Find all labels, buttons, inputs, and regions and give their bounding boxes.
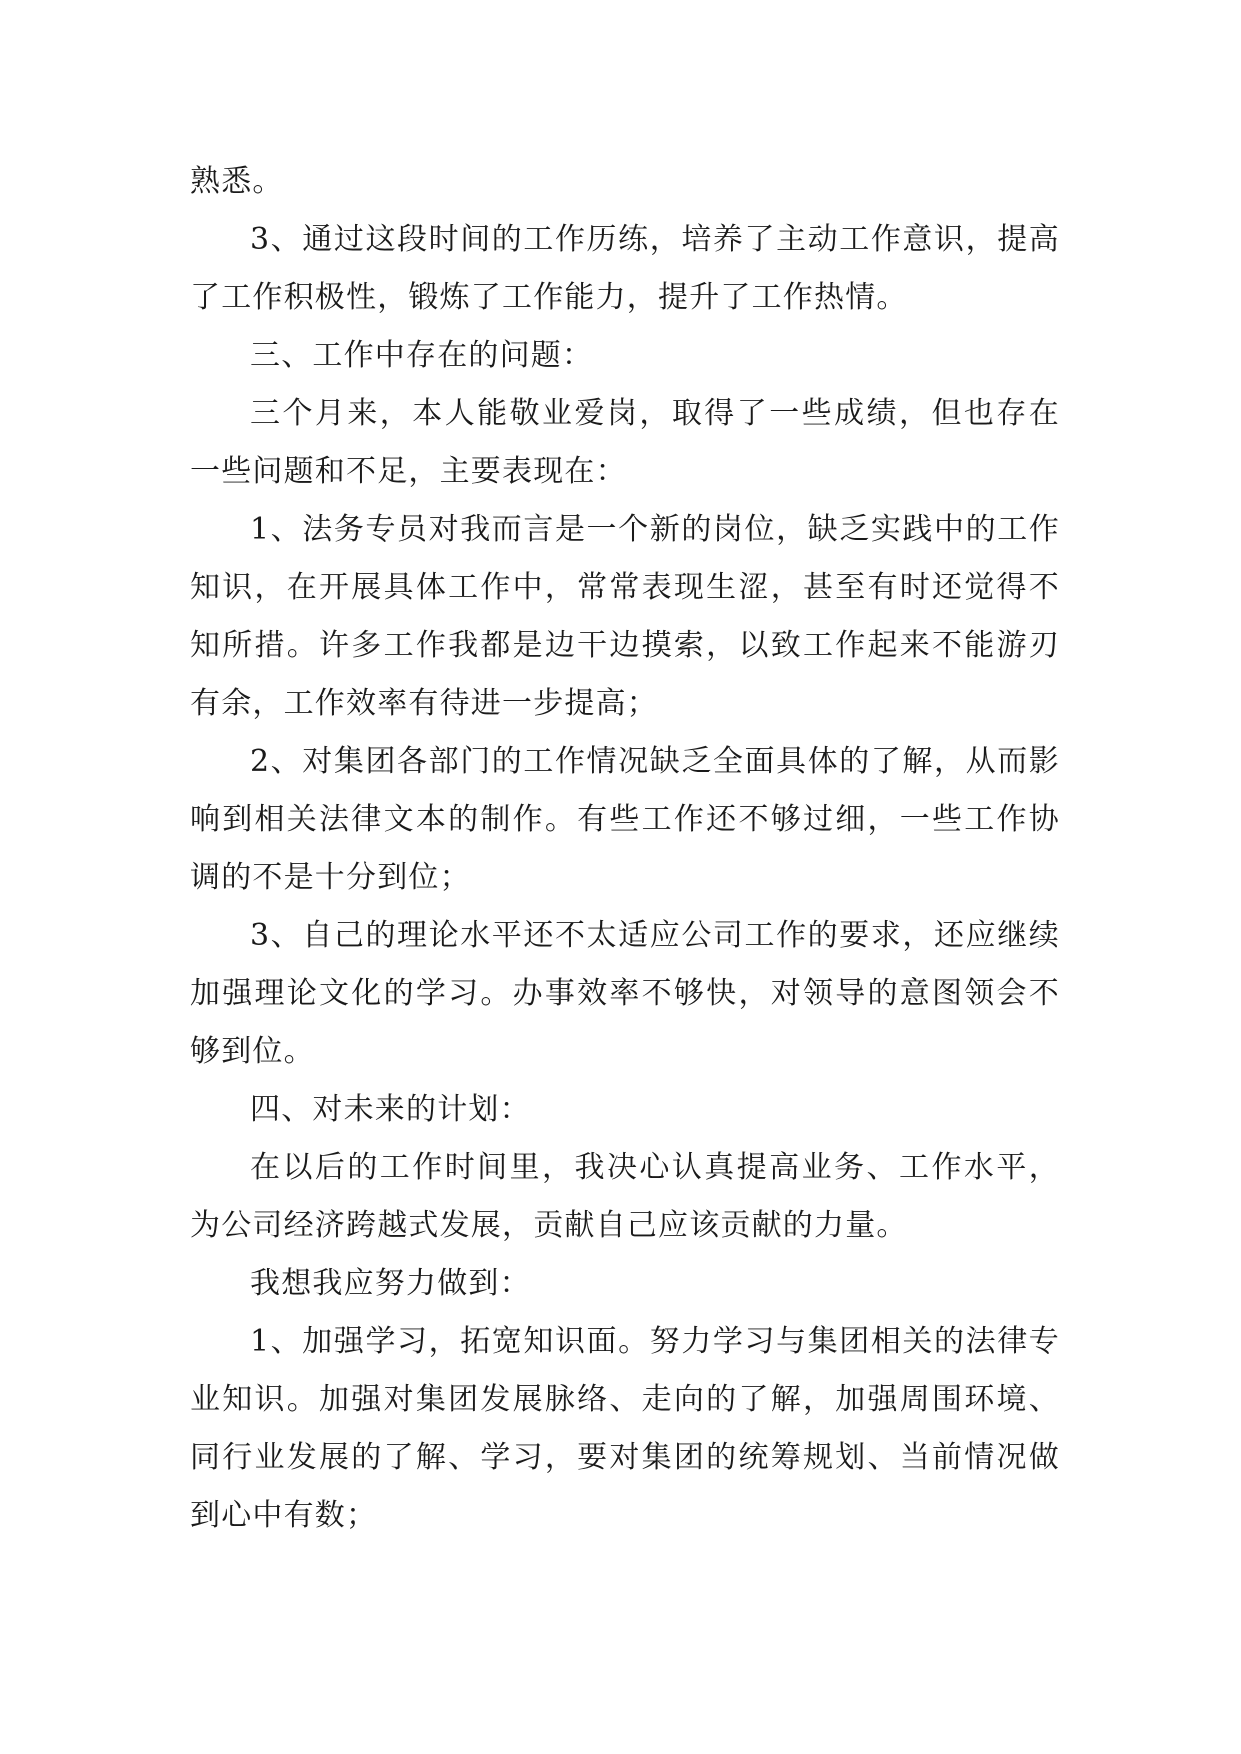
paragraph-continuation: 熟悉。	[190, 164, 284, 199]
paragraph-item-3-experience: 3、通过这段时间的工作历练，培养了主动工作意识，提高了工作积极性，锻炼了工作能力，提升了工作热情。	[190, 222, 1060, 315]
paragraph-plan-goals: 我想我应努力做到：	[250, 1266, 531, 1301]
paragraph-problem-1: 1、法务专员对我而言是一个新的岗位，缺乏实践中的工作知识，在开展具体工作中，常常表现生涩，甚至有时还觉得不知所措。许多工作我都是边干边摸索，以致工作起来不能游刃有余，工作效率有待进一步提高；	[190, 512, 1060, 721]
paragraph-problems-intro: 三个月来，本人能敬业爱岗，取得了一些成绩，但也存在一些问题和不足，主要表现在：	[190, 396, 1060, 489]
section-heading-future-plan: 四、对未来的计划：	[250, 1092, 531, 1127]
paragraph-problem-3: 3、自己的理论水平还不太适应公司工作的要求，还应继续加强理论文化的学习。办事效率不够快，对领导的意图领会不够到位。	[190, 918, 1060, 1069]
document-body	[190, 153, 1060, 1545]
paragraph-problem-2: 2、对集团各部门的工作情况缺乏全面具体的了解，从而影响到相关法律文本的制作。有些工作还不够过细，一些工作协调的不是十分到位；	[190, 744, 1060, 895]
section-heading-problems: 三、工作中存在的问题：	[250, 338, 594, 373]
paragraph-plan-intro: 在以后的工作时间里，我决心认真提高业务、工作水平，为公司经济跨越式发展，贡献自己应该贡献的力量。	[190, 1150, 1060, 1243]
paragraph-plan-1: 1、加强学习，拓宽知识面。努力学习与集团相关的法律专业知识。加强对集团发展脉络、走向的了解，加强周围环境、同行业发展的了解、学习，要对集团的统筹规划、当前情况做到心中有数；	[190, 1324, 1060, 1533]
